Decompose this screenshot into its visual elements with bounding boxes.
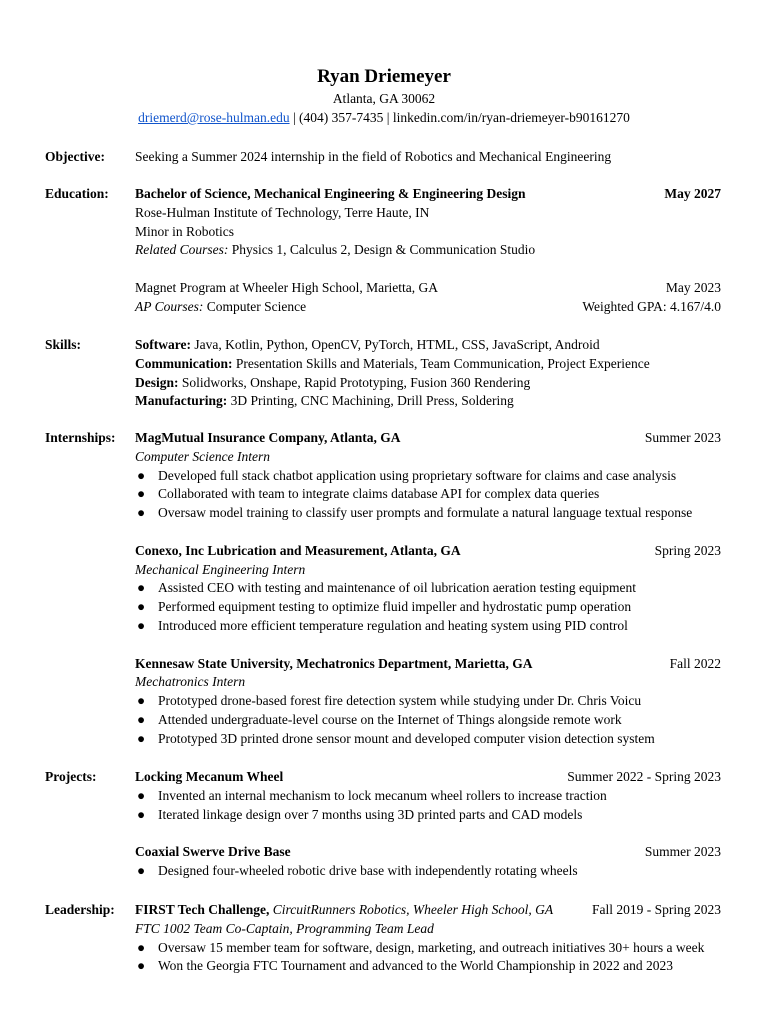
bullet-icon: ● <box>137 580 146 596</box>
bullet-text: Iterated linkage design over 7 months using 3D printed parts and CAD models <box>158 806 583 822</box>
resume-header <box>0 66 768 127</box>
objective-label: Objective: <box>45 149 105 164</box>
projects-label: Projects: <box>45 769 97 784</box>
bullet-text: Assisted CEO with testing and maintenance of oil lubrication aeration testing equipment <box>158 580 637 596</box>
objective-text: Seeking a Summer 2024 internship in the field of Robotics and Mechanical Engineering <box>135 149 612 164</box>
email-link[interactable]: driemerd@rose-hulman.edu <box>138 110 290 125</box>
bullet-icon: ● <box>137 806 146 822</box>
bullet-icon: ● <box>137 939 146 955</box>
skill-line <box>135 355 721 374</box>
bullet-text: Invented an internal mechanism to lock mecanum wheel rollers to increase traction <box>158 787 607 803</box>
leadership-date: Fall 2019 - Spring 2023 <box>591 902 721 917</box>
internship-date: Fall 2022 <box>669 655 721 671</box>
bullet-item <box>135 579 721 598</box>
bullet-text: Designed four-wheeled robotic drive base with independently rotating wheels <box>158 862 578 878</box>
bullet-item <box>135 939 721 958</box>
ap-courses-list: Computer Science <box>203 298 307 314</box>
bullet-text: Won the Georgia FTC Tournament and advanced to the World Championship in 2022 and 2023 <box>158 958 674 974</box>
related-courses-list: Physics 1, Calculus 2, Design & Communication Studio <box>228 242 536 258</box>
skills-label: Skills: <box>45 337 82 352</box>
bullet-item <box>135 730 721 749</box>
project-date: Summer 2023 <box>644 844 721 860</box>
bullet-icon: ● <box>137 711 146 727</box>
degree-title: Bachelor of Science, Mechanical Engineering & Engineering Design <box>135 186 526 201</box>
skill-key: Design: <box>135 374 179 390</box>
bullet-item <box>135 504 721 523</box>
bullet-icon: ● <box>137 486 146 502</box>
school-name: Rose-Hulman Institute of Technology, Terre Haute, IN <box>135 204 430 220</box>
skill-key: Manufacturing: <box>135 393 228 409</box>
internships-label: Internships: <box>45 430 116 445</box>
leadership-label: Leadership: <box>45 902 115 917</box>
bullet-text: Prototyped drone-based forest fire detection system while studying under Dr. Chris Voicu <box>158 693 642 709</box>
bullet-icon: ● <box>137 617 146 633</box>
bullet-item <box>135 711 721 730</box>
leadership-org-detail: CircuitRunners Robotics, Wheeler High School, GA <box>269 902 554 917</box>
bullet-icon: ● <box>137 467 146 483</box>
project-date: Summer 2022 - Spring 2023 <box>567 769 721 784</box>
bullet-text: Oversaw model training to classify user prompts and formulate a natural language textual response <box>158 505 693 521</box>
bullet-text: Developed full stack chatbot application using proprietary software for claims and case analysis <box>158 467 677 483</box>
high-school-date: May 2023 <box>665 279 721 295</box>
skill-key: Software: <box>135 337 191 352</box>
bullet-item <box>135 485 721 504</box>
project-title: Coaxial Swerve Drive Base <box>135 844 291 860</box>
bullet-icon: ● <box>137 505 146 521</box>
internship-role: Mechatronics Intern <box>135 674 246 690</box>
candidate-name: Ryan Driemeyer <box>317 66 451 87</box>
internship-date: Spring 2023 <box>654 542 721 558</box>
bullet-item <box>135 617 721 636</box>
bullet-icon: ● <box>137 787 146 803</box>
bullet-item <box>135 467 721 486</box>
bullet-icon: ● <box>137 862 146 878</box>
related-courses <box>135 241 721 260</box>
skill-line <box>135 336 721 355</box>
bullet-text: Performed equipment testing to optimize fluid impeller and hydrostatic pump operation <box>158 599 632 615</box>
bullet-item <box>135 806 721 825</box>
skill-line <box>135 374 721 393</box>
skill-key: Communication: <box>135 355 233 371</box>
high-school-name: Magnet Program at Wheeler High School, Marietta, GA <box>135 279 439 295</box>
internship-org: Conexo, Inc Lubrication and Measurement, Atlanta, GA <box>135 542 461 558</box>
project-title: Locking Mecanum Wheel <box>135 769 284 784</box>
bullet-text: Prototyped 3D printed drone sensor mount and developed computer vision detection system <box>158 730 655 746</box>
skill-value: Solidworks, Onshape, Rapid Prototyping, Fusion 360 Rendering <box>178 374 531 390</box>
bullet-text: Attended undergraduate-level course on the Internet of Things alongside remote work <box>158 711 622 727</box>
skill-line <box>135 392 721 411</box>
skill-value: Presentation Skills and Materials, Team Communication, Project Experience <box>232 355 650 371</box>
internship-role: Mechanical Engineering Intern <box>135 561 306 577</box>
related-courses-label: Related Courses: <box>135 242 229 258</box>
gpa-text: Weighted GPA: 4.167/4.0 <box>582 298 721 314</box>
ap-courses-label: AP Courses: <box>135 298 204 314</box>
education-label: Education: <box>45 186 109 201</box>
degree-date: May 2027 <box>664 186 721 201</box>
leadership-org: FIRST Tech Challenge, <box>135 902 270 917</box>
bullet-text: Collaborated with team to integrate claims database API for complex data queries <box>158 486 600 502</box>
bullet-item <box>135 692 721 711</box>
minor-text: Minor in Robotics <box>135 223 235 239</box>
internship-org: Kennesaw State University, Mechatronics Department, Marietta, GA <box>135 655 533 671</box>
bullet-item <box>135 787 721 806</box>
internship-org: MagMutual Insurance Company, Atlanta, GA <box>135 430 401 445</box>
bullet-item <box>135 957 721 976</box>
skill-value: Java, Kotlin, Python, OpenCV, PyTorch, HTML, CSS, JavaScript, Android <box>190 337 600 352</box>
contact-details: | (404) 357-7435 | linkedin.com/in/ryan-driemeyer-b90161270 <box>289 110 630 125</box>
bullet-icon: ● <box>137 730 146 746</box>
bullet-icon: ● <box>137 599 146 615</box>
internship-role: Computer Science Intern <box>135 448 270 464</box>
leadership-role: FTC 1002 Team Co-Captain, Programming Team Lead <box>135 920 434 936</box>
bullet-text: Oversaw 15 member team for software, design, marketing, and outreach initiatives 30+ hours a week <box>158 939 705 955</box>
skill-value: 3D Printing, CNC Machining, Drill Press, Soldering <box>227 393 514 409</box>
bullet-item <box>135 862 721 881</box>
bullet-icon: ● <box>137 958 146 974</box>
contact-line <box>0 108 768 127</box>
bullet-item <box>135 598 721 617</box>
bullet-icon: ● <box>137 693 146 709</box>
bullet-text: Introduced more efficient temperature regulation and heating system using PID control <box>158 617 628 633</box>
candidate-address: Atlanta, GA 30062 <box>332 91 436 106</box>
internship-date: Summer 2023 <box>644 430 721 445</box>
